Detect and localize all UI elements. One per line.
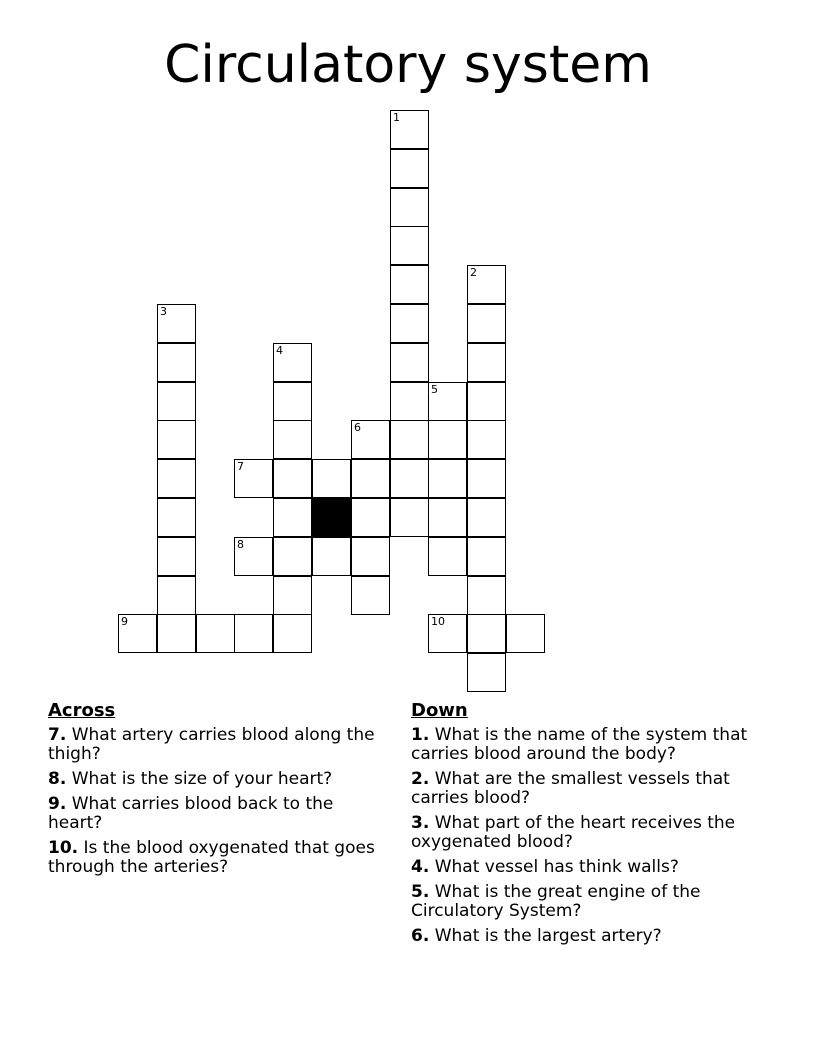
grid-cell[interactable] (273, 498, 312, 537)
cell-number: 8 (237, 538, 244, 551)
clue-down-3 (411, 814, 781, 852)
grid-cell[interactable] (157, 459, 196, 498)
clue-text: What vessel has think walls? (434, 857, 679, 877)
grid-cell[interactable] (428, 459, 467, 498)
cell-number: 7 (237, 460, 244, 473)
grid-cell[interactable] (390, 110, 429, 149)
grid-cell[interactable] (157, 304, 196, 343)
grid-cell[interactable] (351, 537, 390, 576)
grid-cell[interactable] (312, 537, 351, 576)
grid-cell[interactable] (390, 226, 429, 265)
cell-number: 1 (393, 111, 400, 124)
grid-cell[interactable] (157, 614, 196, 653)
grid-cell[interactable] (390, 343, 429, 382)
blocked-cell (312, 498, 351, 537)
cell-number: 6 (354, 421, 361, 434)
clue-text: What carries blood back to the heart? (48, 794, 334, 833)
grid-cell[interactable] (467, 498, 506, 537)
grid-cell[interactable] (390, 149, 429, 188)
clue-number: 2. (411, 769, 430, 789)
grid-cell[interactable] (467, 382, 506, 421)
cell-number: 5 (431, 383, 438, 396)
clue-number: 3. (411, 813, 430, 833)
cell-number: 9 (121, 615, 128, 628)
clue-text: What is the name of the system that carries blood around the body? (411, 725, 748, 764)
grid-cell[interactable] (157, 537, 196, 576)
grid-cell[interactable] (467, 304, 506, 343)
grid-cell[interactable] (428, 382, 467, 421)
grid-cell[interactable] (273, 576, 312, 615)
down-clues (411, 700, 781, 952)
grid-cell[interactable] (428, 420, 467, 459)
grid-cell[interactable] (196, 614, 235, 653)
grid-cell[interactable] (390, 420, 429, 459)
grid-cell[interactable] (157, 382, 196, 421)
clue-across-7 (48, 726, 388, 764)
cell-number: 4 (276, 344, 283, 357)
clue-across-8 (48, 770, 388, 789)
grid-cell[interactable] (390, 382, 429, 421)
clue-number: 9. (48, 794, 67, 814)
clue-text: What are the smallest vessels that carries blood? (411, 769, 730, 808)
grid-cell[interactable] (351, 498, 390, 537)
grid-cell[interactable] (390, 188, 429, 227)
grid-cell[interactable] (428, 537, 467, 576)
clue-number: 8. (48, 769, 67, 789)
clue-down-1 (411, 726, 781, 764)
clue-down-6 (411, 927, 781, 946)
grid-cell[interactable] (312, 459, 351, 498)
clue-text: What artery carries blood along the thigh? (48, 725, 375, 764)
clue-number: 6. (411, 926, 430, 946)
clue-down-2 (411, 770, 781, 808)
grid-cell[interactable] (351, 420, 390, 459)
down-heading: Down (411, 700, 468, 721)
grid-cell[interactable] (273, 382, 312, 421)
grid-cell[interactable] (273, 537, 312, 576)
page-title: Circulatory system (164, 35, 652, 95)
grid-cell[interactable] (273, 420, 312, 459)
clue-number: 4. (411, 857, 430, 877)
grid-cell[interactable] (467, 343, 506, 382)
grid-cell[interactable] (467, 576, 506, 615)
clue-text: Is the blood oxygenated that goes through the arteries? (48, 838, 375, 877)
grid-cell[interactable] (157, 343, 196, 382)
grid-cell[interactable] (428, 614, 467, 653)
across-clues (48, 700, 388, 883)
clue-down-5 (411, 883, 781, 921)
clue-number: 7. (48, 725, 67, 745)
grid-cell[interactable] (390, 498, 429, 537)
grid-cell[interactable] (157, 420, 196, 459)
cell-number: 2 (470, 266, 477, 279)
grid-cell[interactable] (467, 459, 506, 498)
grid-cell[interactable] (390, 304, 429, 343)
clue-number: 10. (48, 838, 79, 858)
clue-text: What is the largest artery? (434, 926, 662, 946)
grid-cell[interactable] (234, 459, 273, 498)
clue-text: What part of the heart receives the oxygenated blood? (411, 813, 736, 852)
clue-text: What is the size of your heart? (71, 769, 333, 789)
grid-cell[interactable] (351, 459, 390, 498)
grid-cell[interactable] (157, 498, 196, 537)
grid-cell[interactable] (234, 614, 273, 653)
cell-number: 10 (431, 615, 445, 628)
across-heading: Across (48, 700, 116, 721)
grid-cell[interactable] (390, 265, 429, 304)
cell-number: 3 (160, 305, 167, 318)
clue-number: 1. (411, 725, 430, 745)
grid-cell[interactable] (118, 614, 157, 653)
clue-across-10 (48, 839, 388, 877)
clue-text: What is the great engine of the Circulatory System? (411, 882, 701, 921)
clue-number: 5. (411, 882, 430, 902)
grid-cell[interactable] (234, 537, 273, 576)
grid-cell[interactable] (467, 420, 506, 459)
grid-cell[interactable] (467, 265, 506, 304)
grid-cell[interactable] (273, 343, 312, 382)
grid-cell[interactable] (467, 653, 506, 692)
grid-cell[interactable] (428, 498, 467, 537)
grid-cell[interactable] (390, 459, 429, 498)
grid-cell[interactable] (467, 537, 506, 576)
grid-cell[interactable] (273, 614, 312, 653)
grid-cell[interactable] (467, 614, 506, 653)
clue-across-9 (48, 795, 388, 833)
grid-cell[interactable] (506, 614, 545, 653)
grid-cell[interactable] (351, 576, 390, 615)
grid-cell[interactable] (273, 459, 312, 498)
grid-cell[interactable] (157, 576, 196, 615)
clue-down-4 (411, 858, 781, 877)
